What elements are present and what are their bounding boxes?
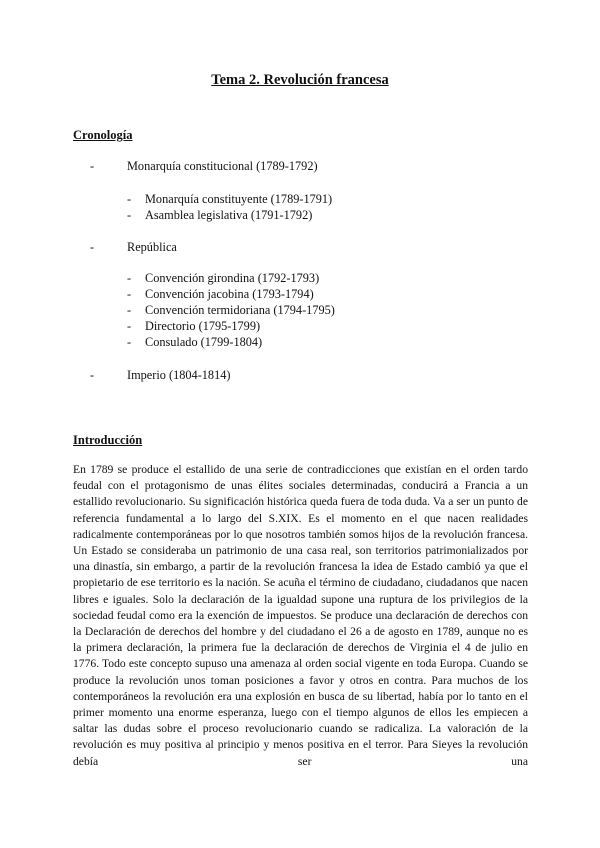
bullet-dash: - — [127, 192, 132, 206]
bullet-dash: - — [90, 368, 95, 382]
sub-list-item-label: Convención jacobina (1793-1794) — [145, 287, 314, 301]
sub-list-item-label: Consulado (1799-1804) — [145, 335, 263, 349]
bullet-dash: - — [127, 208, 132, 222]
bullet-dash: - — [127, 303, 132, 317]
sub-list-item-label: Monarquía constituyente (1789-1791) — [145, 192, 333, 206]
introduccion-paragraph: En 1789 se produce el estallido de una serie de contradicciones que existían en el orden tardo feudal con el protagonismo de unas élites sociales determinadas, conducirá a Francia a un estallido revolucionario. Su significación histórica queda fuera de toda duda. Va a ser un punto de referencia fundamental a lo largo del S.XIX. Es el momento en el que nacen realidades radicalmente contemporáneas por lo que nosotros también somos hijos de la revolución francesa. Un Estado se consideraba un patrimonio de una casa real, son territorios patrimonializados por una dinastía, sin embargo, a partir de la revolución francesa la idea de Estado cambió ya que el propietario de ese territorio es la nación. Se acuña el término de ciudadano, ciudadanos que nacen libres e iguales. Solo la declaración de la igualdad supone una ruptura de los privilegios de la sociedad feudal como era la exención de impuestos. Se produce una declaración de derechos con la Declaración de derechos del hombre y del ciudadano el 26 a de agosto en 1789, aunque no es la primera declaración, la primera fue la declaración de derechos de Virginia el 4 de julio en 1776. Todo este concepto supuso una amenaza al orden social vigente en toda Europa. Cuando se produce la revolución unos toman posiciones a favor y otros en contra. Para muchos de los contemporáneos la revolución era una explosión en busca de su libertad, había por lo tanto en el primer momento una enorme esperanza, luego con el tiempo algunos de ellos les empiecen a saltar las dudas sobre el proceso revolucionario cuando se radicaliza. La valoración de la revolución es muy positiva al principio y menos positiva en el terror. Para Sieyes la revolución debía ser una — [73, 463, 528, 768]
list-item-label: Imperio (1804-1814) — [127, 368, 231, 382]
list-item-label: República — [127, 240, 177, 254]
bullet-dash: - — [90, 240, 95, 254]
list-item-label: Monarquía constitucional (1789-1792) — [127, 159, 318, 173]
sub-list-item-label: Directorio (1795-1799) — [145, 319, 261, 333]
bullet-dash: - — [90, 159, 95, 173]
bullet-dash: - — [127, 319, 132, 333]
introduccion-heading: Introducción — [73, 433, 143, 447]
sub-list-item-label: Convención termidoriana (1794-1795) — [145, 303, 335, 317]
bullet-dash: - — [127, 271, 132, 285]
sub-list-item-label: Asamblea legislativa (1791-1792) — [145, 208, 313, 222]
document-title: Tema 2. Revolución francesa — [211, 72, 389, 88]
sub-list-item-label: Convención girondina (1792-1793) — [145, 271, 320, 285]
cronologia-heading: Cronología — [73, 128, 133, 142]
bullet-dash: - — [127, 287, 132, 301]
bullet-dash: - — [127, 335, 132, 349]
